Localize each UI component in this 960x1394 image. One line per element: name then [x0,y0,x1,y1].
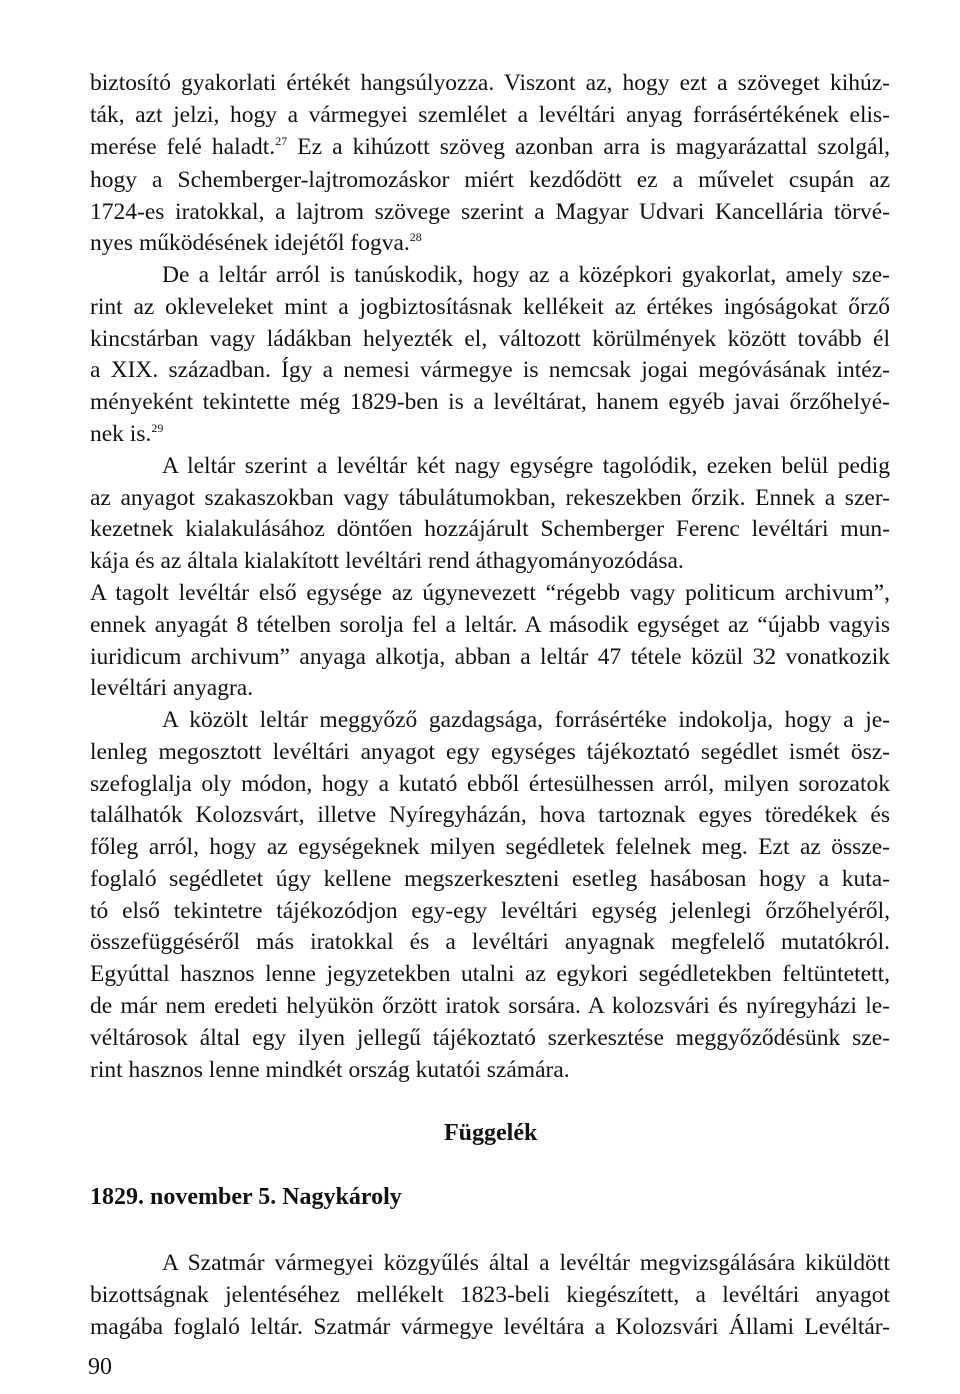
text-line: az anyagot szakaszokban vagy tábulátumokban, rekeszekben őrzik. Ennek a szer- [90,485,890,511]
text-line: levéltári anyagra. [90,675,254,701]
footnote-ref: 29 [151,421,164,435]
appendix-title: Függelék [444,1120,538,1146]
text-line: kezetnek kialakulásához döntően hozzájárult Schemberger Ferenc levéltári mun- [90,516,890,542]
text-line: 1724-es iratokkal, a lajtrom szövege szerint a Magyar Udvari Kancellária törvé- [90,199,890,225]
text-line: véltárosok által egy ilyen jellegű tájékoztató szerkesztése meggyőződésünk sze- [90,1025,890,1051]
text-line: rint az okleveleket mint a jogbiztosításnak kellékeit az értékes ingóságokat őrző [90,294,890,320]
text-line: találhatók Kolozsvárt, illetve Nyíregyházán, hova tartoznak egyes töredékek és [90,802,890,828]
text-line: A leltár szerint a levéltár két nagy egységre tagolódik, ezeken belül pedig [162,453,890,479]
text-line: ményeként tekintette még 1829-ben is a levéltárat, hanem egyéb javai őrzőhelyé- [90,389,890,415]
text-segment: nek is. [90,421,152,447]
text-line: szefoglalja oly módon, hogy a kutató ebből értesülhessen arról, milyen sorozatok [90,771,890,797]
text-line [90,419,890,449]
date-place-heading: 1829. november 5. Nagykároly [90,1184,402,1210]
text-line: ták, azt jelzi, hogy a vármegyei szemlélet a levéltári anyag forrásértékének elis- [90,102,890,128]
text-line: ennek anyagát 8 tételben sorolja fel a leltár. A második egységet az “újabb vagyis [90,612,890,638]
text-segment: nyes működésének idejétől fogva. [90,230,410,256]
footnote-ref: 28 [409,230,422,244]
text-segment: Ez a kihúzott szöveg azonban arra is magyarázattal szolgál, [287,134,890,160]
text-line: A Szatmár vármegyei közgyűlés által a levéltár megvizsgálására kiküldött [162,1250,890,1276]
text-line: iuridicum archivum” anyaga alkotja, abban a leltár 47 tétele közül 32 vonatkozik [90,644,890,670]
text-line: a XIX. században. Így a nemesi vármegye is nemcsak jogai megóvásának intéz- [90,357,890,383]
text-line: tó első tekintetre tájékozódjon egy-egy levéltári egység jelenlegi őrzőhelyéről, [90,898,890,924]
text-line: foglaló segédletet úgy kellene megszerkeszteni esetleg hasábosan hogy a kuta- [90,866,890,892]
text-line: hogy a Schemberger-lajtromozáskor miért kezdődött ez a művelet csupán az [90,167,890,193]
text-segment: merése felé haladt. [90,134,276,160]
text-line: A tagolt levéltár első egysége az úgynevezett “régebb vagy politicum archivum”, [90,580,890,606]
footnote-ref: 27 [275,134,288,148]
text-line: kája és az általa kialakított levéltári rend áthagyományozódása. [90,548,684,574]
text-line: összefüggéséről más iratokkal és a levéltári anyagnak megfelelő mutatókról. [90,929,890,955]
page-number: 90 [88,1354,112,1380]
text-line [90,228,890,258]
text-line [90,132,890,162]
text-line: A közölt leltár meggyőző gazdagsága, forrásértéke indokolja, hogy a je- [162,707,890,733]
text-line: de már nem eredeti helyükön őrzött iratok sorsára. A kolozsvári és nyíregyházi le- [90,993,890,1019]
text-line: lenleg megosztott levéltári anyagot egy egységes tájékoztató segédlet ismét ösz- [90,739,890,765]
text-line: kincstárban vagy ládákban helyezték el, változott körülmények között tovább él [90,326,890,352]
text-line: magába foglaló leltár. Szatmár vármegye levéltára a Kolozsvári Állami Levéltár- [90,1314,890,1340]
text-line: bizottságnak jelentéséhez mellékelt 1823-beli kiegészített, a levéltári anyagot [90,1282,890,1308]
text-line: biztosító gyakorlati értékét hangsúlyozza. Viszont az, hogy ezt a szöveget kihúz- [90,70,890,96]
text-line: főleg arról, hogy az egységeknek milyen segédletek felelnek meg. Ezt az össze- [90,834,890,860]
text-line: Egyúttal hasznos lenne jegyzetekben utalni az egykori segédletekben feltüntetett, [90,961,890,987]
text-line: rint hasznos lenne mindkét ország kutatói számára. [90,1057,570,1083]
text-line: De a leltár arról is tanúskodik, hogy az a középkori gyakorlat, amely sze- [162,262,890,288]
